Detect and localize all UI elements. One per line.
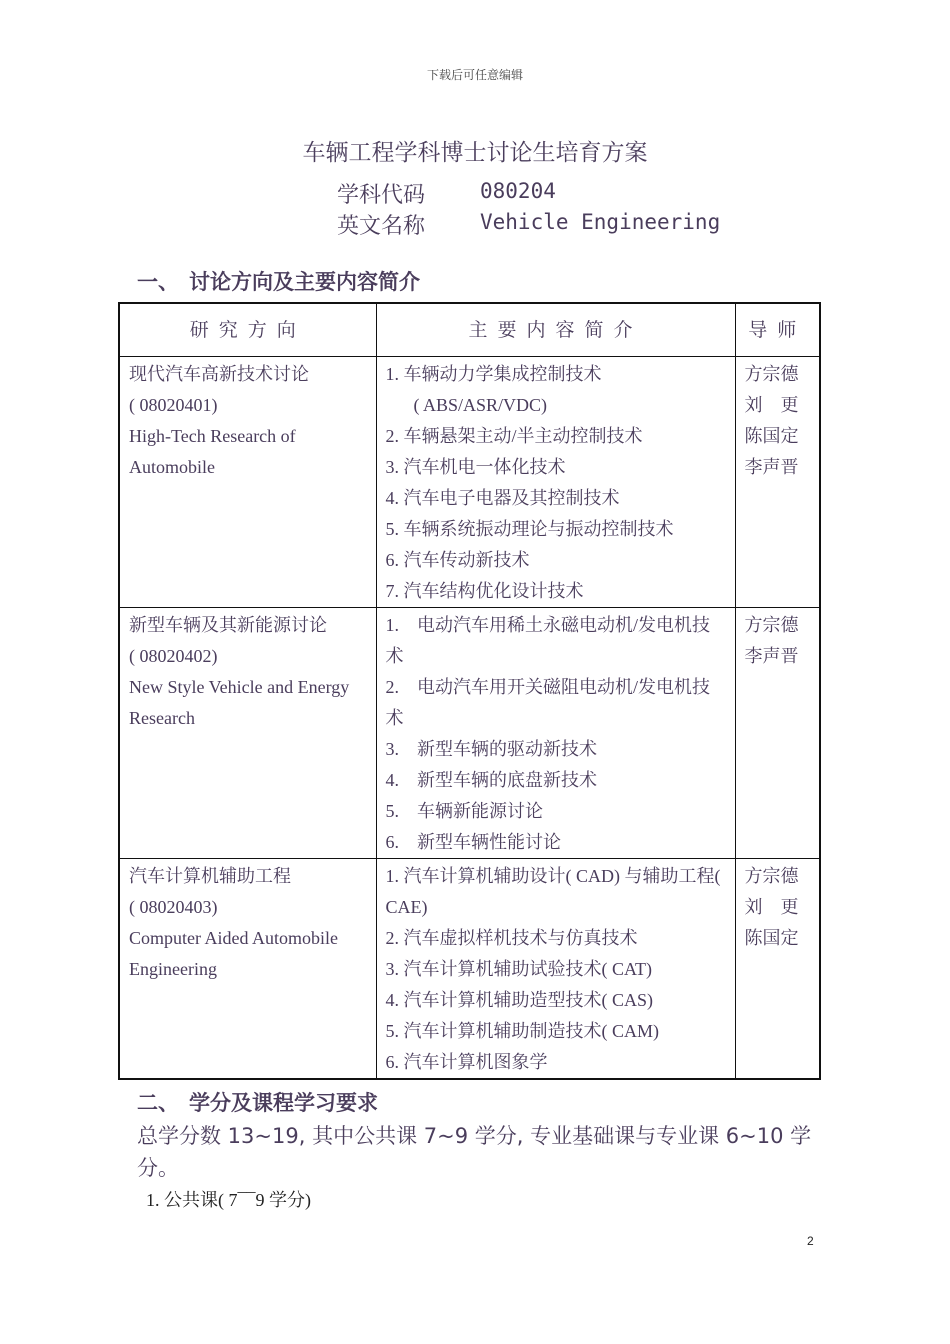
content-item: 1. 汽车计算机辅助设计( CAD) 与辅助工程( CAE)	[385, 866, 721, 917]
content-item: 6. 新型车辆性能讨论	[385, 832, 561, 852]
advisor-name: 刘 更	[744, 897, 799, 917]
section-2-heading	[137, 1087, 378, 1117]
content-item: 1. 电动汽车用稀土永磁电动机/发电机技术	[385, 615, 710, 666]
advisor-name: 方宗德	[744, 615, 799, 635]
english-name-label: 英文名称	[337, 214, 426, 239]
discipline-code-value: 080204	[480, 179, 556, 203]
table-header-row	[119, 303, 820, 357]
direction-code: ( 08020402)	[129, 646, 218, 666]
contents-cell	[376, 859, 735, 1080]
content-item: 6. 汽车计算机图象学	[385, 1052, 548, 1072]
content-item: 4. 汽车电子电器及其控制技术	[385, 488, 620, 508]
advisors-cell	[735, 357, 820, 608]
advisor-name: 刘 更	[744, 395, 799, 415]
advisor-name: 陈国定	[744, 426, 799, 446]
section-2-number: 二、	[137, 1091, 179, 1115]
content-item: 2. 电动汽车用开关磁阻电动机/发电机技术	[385, 677, 710, 728]
content-item: 5. 车辆系统振动理论与振动控制技术	[385, 519, 674, 539]
direction-cell	[119, 608, 376, 859]
content-item: 1. 车辆动力学集成控制技术	[385, 364, 602, 384]
direction-english: Engineering	[129, 959, 217, 979]
document-title: 车辆工程学科博士讨论生培育方案	[302, 140, 648, 166]
advisor-name: 方宗德	[744, 866, 799, 886]
advisor-name: 方宗德	[744, 364, 799, 384]
content-item: 3. 新型车辆的驱动新技术	[385, 739, 597, 759]
content-item: 4. 新型车辆的底盘新技术	[385, 770, 597, 790]
content-item: 6. 汽车传动新技术	[385, 550, 530, 570]
section-1-heading	[137, 266, 420, 296]
direction-name: 现代汽车高新技术讨论	[129, 364, 309, 384]
direction-code: ( 08020401)	[129, 395, 218, 415]
page-number: 2	[807, 1234, 814, 1248]
content-item: 3. 汽车计算机辅助试验技术( CAT)	[385, 959, 652, 979]
content-item: 7. 汽车结构优化设计技术	[385, 581, 584, 601]
watermark: 下载后可任意编辑	[426, 68, 523, 82]
direction-cell	[119, 859, 376, 1080]
content-item: 4. 汽车计算机辅助造型技术( CAS)	[385, 990, 654, 1010]
table-row	[119, 608, 820, 859]
advisor-name: 陈国定	[744, 928, 799, 948]
research-direction-table	[118, 302, 821, 1080]
direction-name: 汽车计算机辅助工程	[129, 866, 291, 886]
table-row	[119, 357, 820, 608]
content-item: 2. 汽车虚拟样机技术与仿真技术	[385, 928, 638, 948]
table-row	[119, 859, 820, 1080]
content-item: 5. 车辆新能源讨论	[385, 801, 543, 821]
content-item: ( ABS/ASR/VDC)	[413, 395, 548, 415]
advisor-name: 李声晋	[744, 457, 799, 477]
advisor-name: 李声晋	[744, 646, 799, 666]
direction-code: ( 08020403)	[129, 897, 218, 917]
contents-cell	[376, 357, 735, 608]
content-item: 2. 车辆悬架主动/半主动控制技术	[385, 426, 643, 446]
header-main-contents: 主要内容简介	[376, 303, 735, 357]
section-1-title: 讨论方向及主要内容简介	[189, 270, 420, 294]
direction-english: Automobile	[129, 457, 215, 477]
content-item: 5. 汽车计算机辅助制造技术( CAM)	[385, 1021, 659, 1041]
header-advisors: 导师	[735, 303, 820, 357]
direction-english: Research	[129, 708, 195, 728]
header-research-direction: 研究方向	[119, 303, 376, 357]
direction-english: New Style Vehicle and Energy	[129, 677, 350, 697]
advisors-cell	[735, 608, 820, 859]
direction-name: 新型车辆及其新能源讨论	[129, 615, 327, 635]
credits-paragraph: 总学分数 13~19, 其中公共课 7~9 学分, 专业基础课与专业课 6~10 学分。	[137, 1124, 812, 1180]
discipline-code-label: 学科代码	[337, 183, 426, 208]
section-1-number: 一、	[137, 270, 179, 294]
content-item: 3. 汽车机电一体化技术	[385, 457, 566, 477]
contents-cell	[376, 608, 735, 859]
english-name-value: Vehicle Engineering	[480, 210, 721, 234]
section-2-title: 学分及课程学习要求	[189, 1091, 378, 1115]
public-course-heading: 1. 公共课( 7¯¯9 学分)	[146, 1190, 311, 1210]
direction-english: High-Tech Research of	[129, 426, 296, 446]
advisors-cell	[735, 859, 820, 1080]
direction-english: Computer Aided Automobile	[129, 928, 338, 948]
direction-cell	[119, 357, 376, 608]
